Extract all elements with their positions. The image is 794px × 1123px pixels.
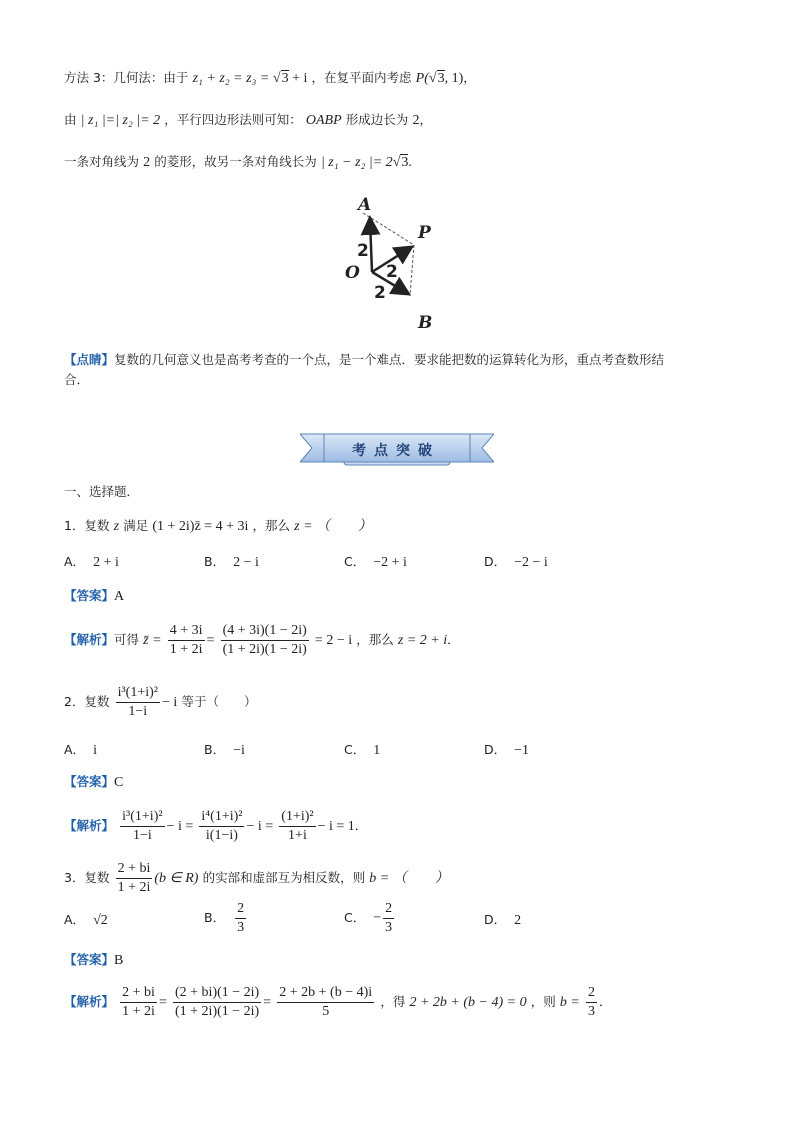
math-expression: z: [113, 519, 120, 534]
method3-text: 由: [64, 112, 77, 127]
math-expression: .: [408, 155, 412, 170]
comment-text: 复数的几何意义也是高考考查的一个点，是一个难点．要求能把数的运算转化为形，重点考查数形结: [114, 352, 665, 367]
math-expression: + i: [288, 71, 308, 86]
label-length-oa: 2: [357, 241, 369, 261]
fraction: $\frac{2}{3}$: [587, 985, 595, 1019]
q2-option-d: D． −1: [484, 742, 530, 758]
q1-stem-text: ，那么: [252, 518, 291, 533]
label-a: A: [358, 195, 372, 215]
answer-tag: 【答案】: [64, 588, 115, 603]
method3-text: 的菱形，故另一条对角线长为: [154, 154, 317, 169]
section-heading: [64, 482, 139, 503]
q1-stem-text: 1．复数: [64, 518, 110, 533]
method3-text: 一条对角线为: [64, 154, 140, 169]
method3-text: ，在复平面内考虑: [311, 70, 412, 85]
method3-text: 形成边长为: [345, 112, 409, 127]
analysis-text: ，得: [380, 994, 406, 1009]
q1-option-d: D． −2 − i: [484, 554, 548, 570]
math-expression: 2: [412, 113, 420, 128]
sqrt-radicand: 3: [437, 71, 445, 86]
q1-answer: [64, 586, 124, 607]
math-expression: P(: [415, 71, 429, 86]
method3-line2: 由 | z₁ |=| z₂ |= 2 ，平行四边形法则可知： OABP 形成边长为 2，: [64, 112, 432, 128]
fraction: $\frac{\text{i⁴(1+i)²}}{i(1-i)}$: [201, 809, 243, 843]
math-expression: , 1): [444, 71, 464, 86]
label-length-op: 2: [386, 262, 398, 282]
math-expression: 2 + 2b + (b − 4) = 0: [409, 995, 527, 1010]
q3-option-b: B． $\frac{2}{3}$: [204, 901, 245, 935]
q3-stem-text: 3．复数: [64, 870, 110, 885]
fraction: $\frac{2 + 2b + (b - 4)i}{5}$: [279, 985, 373, 1019]
sqrt-radicand: 3: [401, 155, 409, 170]
analysis-text: 可得: [114, 632, 140, 647]
sqrt-symbol: √: [392, 155, 401, 170]
q2-option-a: A． i: [64, 742, 97, 758]
label-length-ob: 2: [374, 283, 386, 303]
q3-analysis: 【解析】 $\frac{2 + bi}{1 + 2i}$ = $\frac{(2 + bi)(1 - 2i)}{(1 + 2i)(1 - 2i)}$ = $\frac{2 + 2b + (b - 4)i}{5}$ ，得 2 + 2b + (b − 4) = 0 ，则 b = $\frac{2}{3}$ ．: [64, 985, 612, 1019]
q1-analysis: 【解析】可得 z̄ = $\frac{4 + 3i}{1 + 2i}$ = $\frac{(4 + 3i)(1 - 2i)}{(1 + 2i)(1 - 2i)}$ = 2 − i ，那么 z = 2 + i．: [64, 623, 460, 657]
q2-stem: [64, 682, 256, 723]
q3-answer: [64, 950, 123, 971]
fraction: $\frac{\text{(1+i)²}}{1+i}$: [281, 809, 314, 843]
analysis-tag: 【解析】: [64, 818, 115, 833]
analysis-text: ，那么: [356, 632, 394, 647]
dashed-edge-pb: [410, 245, 414, 295]
q1-option-b: B． 2 − i: [204, 554, 259, 570]
q2-analysis: 【解析】 $\frac{\text{i³(1+i)²}}{1-i}$ − i = $\frac{\text{i⁴(1+i)²}}{i(1-i)}$ − i = $\frac{\text{(1+i)²}}{1+i}$ − i = 1．: [64, 809, 368, 843]
fraction: $\frac{2 + bi}{1 + 2i}$: [122, 985, 155, 1019]
comment-tag: 【点睛】: [64, 352, 115, 367]
q1-stem-text: 满足: [123, 518, 149, 533]
q3-stem: [64, 858, 449, 899]
q2-answer: [64, 772, 123, 793]
math-expression: = 2 − i: [314, 633, 353, 648]
answer-value: B: [114, 953, 124, 968]
q3-option-a: A． √2: [64, 912, 108, 928]
q1-option-c: C． −2 + i: [344, 554, 407, 570]
answer-value: C: [114, 775, 124, 790]
fraction: $\frac{4 + 3i}{1 + 2i}$: [169, 623, 203, 657]
answer-tag: 【答案】: [64, 774, 115, 789]
sqrt-symbol: √: [428, 71, 437, 86]
q2-stem-text: 2．复数: [64, 694, 110, 709]
method3-text: ，平行四边形法则可知：: [164, 112, 302, 127]
fraction: $\frac{2 + bi}{1 + 2i}$: [117, 861, 151, 895]
comment-text: 合．: [64, 372, 90, 387]
answer-value: A: [114, 589, 125, 604]
fraction: $\frac{(2 + bi)(1 - 2i)}{(1 + 2i)(1 - 2i)}$: [175, 985, 260, 1019]
comment-line1: [64, 350, 664, 371]
q2-option-c: C． 1: [344, 742, 381, 758]
rhombus-figure: [330, 190, 460, 335]
math-expression: | z₁ |=| z₂ |= 2: [80, 113, 161, 128]
q3-stem-text: 的实部和虚部互为相反数，则: [202, 870, 366, 885]
math-expression: b =: [559, 995, 580, 1010]
q3-option-d: D． 2: [484, 912, 522, 928]
vector-oa: [370, 220, 372, 272]
q1-stem: [64, 516, 372, 537]
analysis-tag: 【解析】: [64, 994, 115, 1009]
math-expression: OABP: [305, 113, 342, 128]
fraction: $\frac{(4 + 3i)(1 - 2i)}{(1 + 2i)(1 - 2i)}$: [222, 623, 307, 657]
math-expression: (1 + 2i)z̄ = 4 + 3i: [152, 519, 249, 534]
q2-option-b: B． −i: [204, 742, 245, 758]
analysis-tag: 【解析】: [64, 632, 115, 647]
q1-option-a: A． 2 + i: [64, 554, 119, 570]
answer-tag: 【答案】: [64, 952, 115, 967]
method3-line1: 方法 3：几何法：由于 z₁ + z₂ = z₃ = √3 + i ，在复平面内考虑 P(√3, 1)，: [64, 70, 476, 86]
math-expression: z = （ ）: [294, 519, 373, 534]
label-o: O: [345, 263, 360, 283]
q2-stem-text: 等于（ ）: [181, 694, 257, 709]
math-expression: z = 2 + i: [397, 633, 448, 648]
math-expression: z₁ + z₂ = z₃ =: [192, 71, 273, 86]
method3-line3: [64, 152, 412, 173]
label-b: B: [418, 313, 433, 333]
math-expression: (b ∈ R): [154, 871, 199, 886]
math-expression: | z₁ − z₂ |= 2: [320, 155, 393, 170]
fraction: $\frac{\text{i³(1+i)²}}{1-i}$: [122, 809, 163, 843]
banner-title: 考点突破: [352, 443, 440, 459]
label-p: P: [418, 223, 431, 243]
math-expression: − i: [162, 695, 178, 710]
fraction: $\frac{\text{i³(1+i)²}}{1-i}$: [117, 685, 158, 719]
section-heading-text: 一、选择题．: [64, 484, 140, 499]
sqrt-symbol: √: [272, 71, 281, 86]
analysis-text: ，则: [530, 994, 556, 1009]
q3-option-c: C． − $\frac{2}{3}$: [344, 901, 393, 935]
method3-text: 方法 3：几何法：由于: [64, 70, 189, 85]
sqrt-radicand: 3: [281, 71, 289, 86]
comment-line2: [64, 370, 89, 391]
math-expression: b = （ ）: [369, 871, 449, 886]
math-expression: 2: [143, 155, 151, 170]
math-expression: z̄ =: [143, 633, 162, 648]
